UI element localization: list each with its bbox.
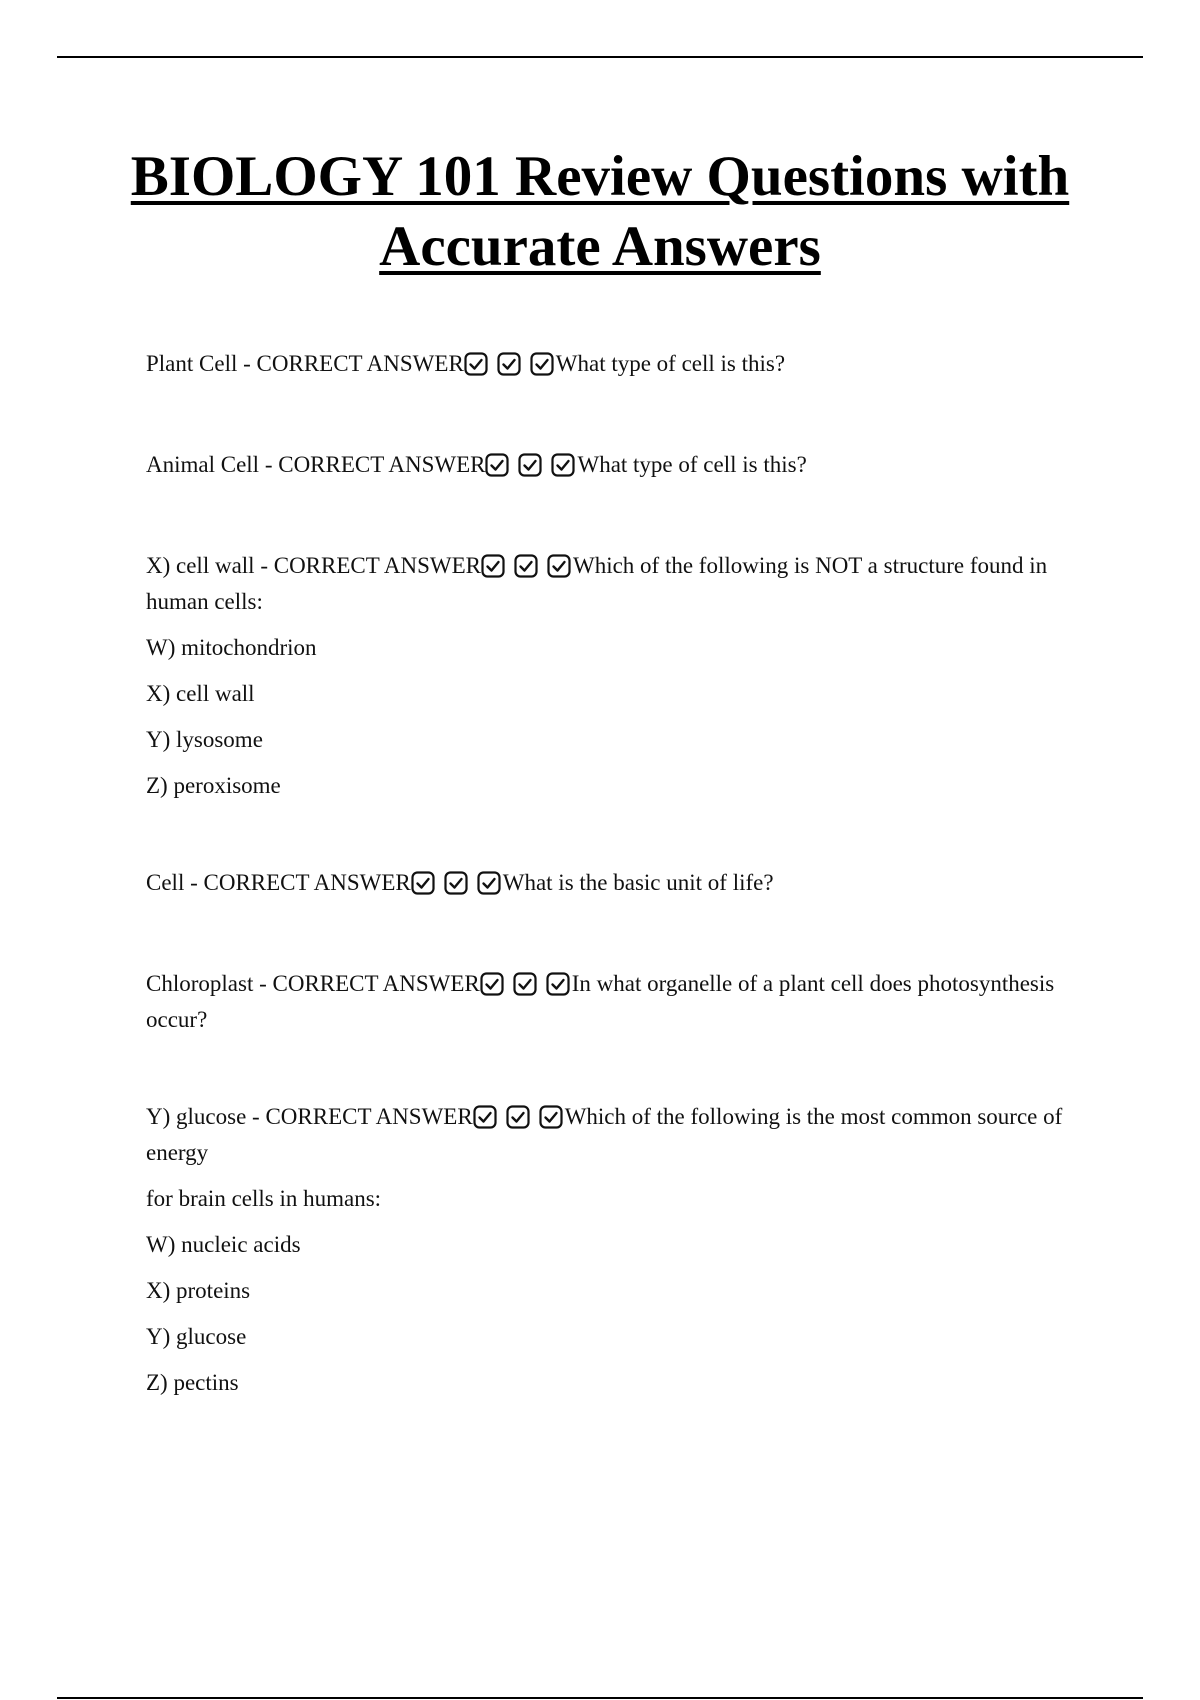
checkbox-checked-icon [444,871,468,895]
checkbox-checked-icon [539,1105,563,1129]
answer-text: Plant Cell - [146,351,257,376]
checkbox-checked-icon [481,554,505,578]
check-group [464,352,556,384]
checkbox-checked-icon [551,453,575,477]
answer-option: Y) glucose [146,1324,247,1349]
checkbox-checked-icon [473,1105,497,1129]
checkbox-checked-icon [411,871,435,895]
checkbox-checked-icon [530,352,554,376]
correct-answer-label: CORRECT ANSWER [265,1104,473,1129]
top-rule [57,56,1143,58]
qa-line [146,867,1096,903]
correct-answer-label: CORRECT ANSWER [278,452,486,477]
qa-line [146,968,1096,1036]
answer-option: Z) pectins [146,1370,239,1395]
check-group [411,871,503,903]
check-group [485,453,577,485]
checkbox-checked-icon [497,352,521,376]
correct-answer-label: CORRECT ANSWER [272,971,480,996]
qa-line [146,1101,1096,1169]
checkbox-checked-icon [485,453,509,477]
correct-answer-label: CORRECT ANSWER [256,351,464,376]
qa-item [146,867,1096,903]
qa-item [146,348,1096,384]
correct-answer-label: CORRECT ANSWER [203,870,411,895]
qa-item [146,1101,1096,1399]
checkbox-checked-icon [513,972,537,996]
checkbox-checked-icon [546,972,570,996]
question-text: Which of the following is NOT a structure found in human cells: [146,553,1048,614]
answer-text: Y) glucose - [146,1104,266,1129]
answer-text: Chloroplast - [146,971,273,996]
qa-line [146,449,1096,485]
bottom-rule [57,1697,1143,1699]
question-text: In what organelle of a plant cell does photosynthesis occur? [146,971,1055,1032]
qa-list [146,348,1096,1399]
checkbox-checked-icon [514,554,538,578]
answer-text: Cell - [146,870,204,895]
checkbox-checked-icon [480,972,504,996]
page-title-text: BIOLOGY 101 Review Questions with Accurate Answers [130,145,1070,278]
question-text: What type of cell is this? [577,452,807,477]
answer-text: Animal Cell - [146,452,279,477]
page-title [100,142,1100,282]
correct-answer-label: CORRECT ANSWER [273,553,481,578]
check-group [481,554,573,586]
checkbox-checked-icon [547,554,571,578]
checkbox-checked-icon [477,871,501,895]
qa-line [146,348,1096,384]
question-continuation: for brain cells in humans: [146,1186,382,1211]
answer-option: X) cell wall [146,681,255,706]
question-text: What is the basic unit of life? [502,870,774,895]
checkbox-checked-icon [506,1105,530,1129]
qa-item [146,968,1096,1036]
qa-item [146,550,1096,802]
answer-text: X) cell wall - [146,553,274,578]
check-group [480,972,572,1004]
checkbox-checked-icon [518,453,542,477]
checkbox-checked-icon [464,352,488,376]
answer-option: X) proteins [146,1278,251,1303]
qa-item [146,449,1096,485]
qa-line [146,550,1096,618]
answer-option: Z) peroxisome [146,773,281,798]
check-group [473,1105,565,1137]
answer-option: Y) lysosome [146,727,263,752]
answer-option: W) mitochondrion [146,635,317,660]
question-text: Which of the following is the most common source of energy [146,1104,1063,1165]
question-text: What type of cell is this? [555,351,786,376]
answer-option: W) nucleic acids [146,1232,301,1257]
